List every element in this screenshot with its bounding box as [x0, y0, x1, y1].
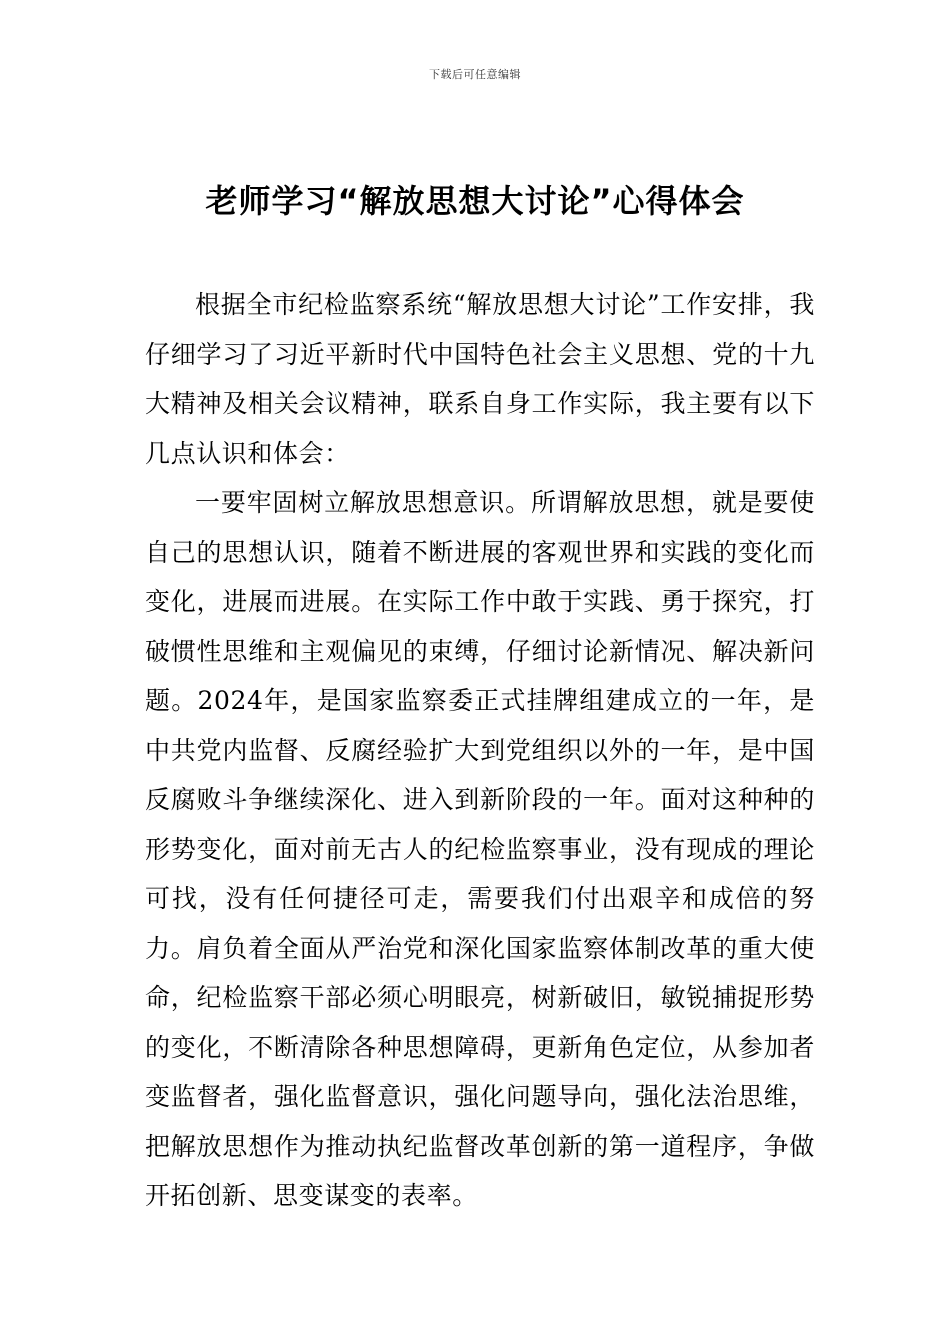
document-title: 老师学习“解放思想大讨论”心得体会: [205, 182, 745, 220]
header-note: 下载后可任意编辑: [429, 68, 521, 81]
document-body: [145, 280, 815, 1221]
paragraph-intro: 根据全市纪检监察系统“解放思想大讨论”工作安排，我仔细学习了习近平新时代中国特色社会主义思想、党的十九大精神及相关会议精神，联系自身工作实际，我主要有以下几点认识和体会：: [145, 290, 815, 468]
paragraph-point-one: 一要牢固树立解放思想意识。所谓解放思想，就是要使自己的思想认识，随着不断进展的客观世界和实践的变化而变化，进展而进展。在实际工作中敢于实践、勇于探究，打破惯性思维和主观偏见的束缚，仔细讨论新情况、解决新问题。2024年，是国家监察委正式挂牌组建成立的一年，是中共党内监督、反腐经验扩大到党组织以外的一年，是中国反腐败斗争继续深化、进入到新阶段的一年。面对这种种的形势变化，面对前无古人的纪检监察事业，没有现成的理论可找，没有任何捷径可走，需要我们付出艰辛和成倍的努力。肩负着全面从严治党和深化国家监察体制改革的重大使命，纪检监察干部必须心明眼亮，树新破旧，敏锐捕捉形势的变化，不断清除各种思想障碍，更新角色定位，从参加者变监督者，强化监督意识，强化问题导向，强化法治思维，把解放思想作为推动执纪监督改革创新的第一道程序，争做开拓创新、思变谋变的表率。: [145, 488, 815, 1210]
